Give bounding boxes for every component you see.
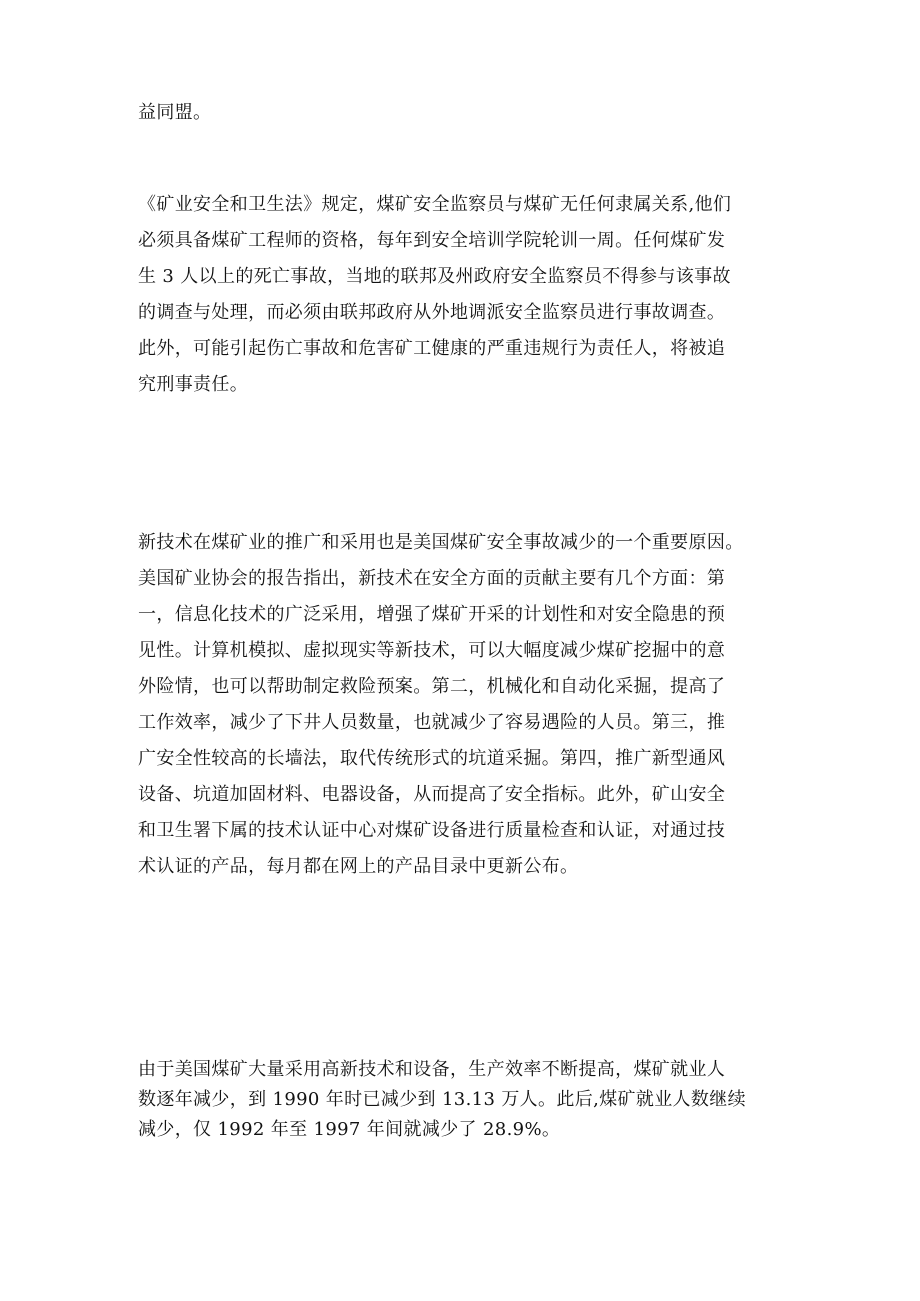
text-line: 和卫生署下属的技术认证中心对煤矿设备进行质量检查和认证，对通过技 (138, 820, 726, 841)
text-line: 的调查与处理，而必须由联邦政府从外地调派安全监察员进行事故调查。 (138, 302, 726, 323)
paragraph-mining-safety-law (138, 187, 731, 403)
text-line: 生 3 人以上的死亡事故，当地的联邦及州政府安全监察员不得参与该事故 (138, 266, 731, 287)
text-line: 广安全性较高的长墙法，取代传统形式的坑道采掘。第四，推广新型通风 (138, 748, 726, 769)
text-line: 减少，仅 1992 年至 1997 年间就减少了 28.9%。 (138, 1119, 561, 1140)
text-line: 美国矿业协会的报告指出，新技术在安全方面的贡献主要有几个方面：第 (138, 568, 726, 589)
text-line: 由于美国煤矿大量采用高新技术和设备，生产效率不断提高，煤矿就业人 (138, 1059, 726, 1080)
text-line: 外险情，也可以帮助制定救险预案。第二，机械化和自动化采掘，提高了 (138, 676, 726, 697)
text-line: 工作效率，减少了下井人员数量，也就减少了容易遇险的人员。第三，推 (138, 712, 726, 733)
paragraph-new-technology (138, 525, 744, 885)
text-line: 见性。计算机模拟、虚拟现实等新技术，可以大幅度减少煤矿挖掘中的意 (138, 640, 726, 661)
paragraph-continuation (138, 95, 211, 131)
text-line: 究刑事责任。 (138, 374, 249, 395)
text-line: 此外，可能引起伤亡事故和危害矿工健康的严重违规行为责任人，将被追 (138, 338, 726, 359)
text-line: 《矿业安全和卫生法》规定，煤矿安全监察员与煤矿无任何隶属关系,他们 (138, 194, 732, 215)
text-line: 益同盟。 (138, 102, 212, 123)
text-line: 新技术在煤矿业的推广和采用也是美国煤矿安全事故减少的一个重要原因。 (138, 532, 744, 553)
text-line: 必须具备煤矿工程师的资格，每年到安全培训学院轮训一周。任何煤矿发 (138, 230, 726, 251)
text-line: 术认证的产品，每月都在网上的产品目录中更新公布。 (138, 856, 579, 877)
paragraph-employment-decline (138, 1055, 746, 1145)
text-line: 设备、坑道加固材料、电器设备，从而提高了安全指标。此外，矿山安全 (138, 784, 726, 805)
text-line: 数逐年减少，到 1990 年时已减少到 13.13 万人。此后,煤矿就业人数继续 (138, 1089, 746, 1110)
text-line: 一，信息化技术的广泛采用，增强了煤矿开采的计划性和对安全隐患的预 (138, 604, 726, 625)
